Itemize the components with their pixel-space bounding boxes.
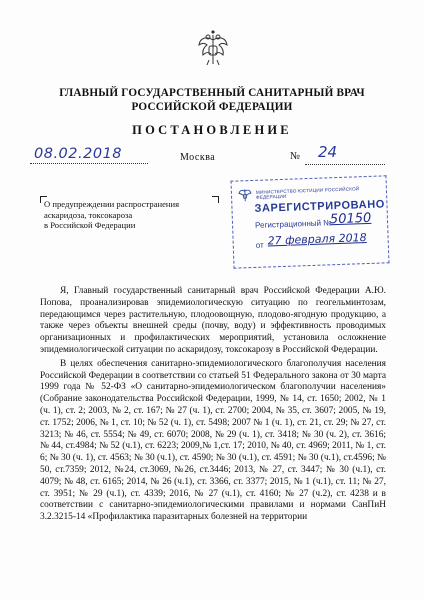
stamp-title: ЗАРЕГИСТРИРОВАНО [254, 198, 386, 215]
subject-line-2: аскаридоза, токсокароза [44, 209, 133, 220]
authority-line-1: ГЛАВНЫЙ ГОСУДАРСТВЕННЫЙ САНИТАРНЫЙ ВРАЧ [59, 87, 365, 99]
document-body [40, 286, 386, 524]
authority-line-2: РОССИЙСКОЙ ФЕДЕРАЦИИ [131, 101, 293, 113]
document-number: 24 [318, 143, 338, 161]
registration-stamp [231, 175, 390, 268]
number-sign: № [290, 151, 301, 162]
stamp-ministry: МИНИСТЕРСТВО ЮСТИЦИИ РОССИЙСКОЙ ФЕДЕРАЦИИ [255, 186, 360, 200]
subject-line-1: О предупреждении распространения [44, 199, 180, 209]
date-underline [30, 163, 148, 164]
document-type-heading: ПОСТАНОВЛЕНИЕ [132, 123, 292, 137]
stamp-number-label: Регистрационный № [254, 218, 332, 230]
stamp-registration-number: 50150 [329, 210, 372, 228]
subject-line-3: в Российской Федерации [44, 220, 136, 231]
small-coat-of-arms-icon [238, 187, 253, 202]
issuing-authority [40, 86, 384, 114]
document-date-field [30, 146, 150, 164]
stamp-from-label: от [255, 240, 264, 250]
stamp-registration-date: 27 февраля 2018 [267, 231, 367, 248]
document-city: Москва [180, 152, 216, 163]
document-date: 08.02.2018 [34, 146, 123, 162]
coat-of-arms-icon [196, 30, 230, 68]
body-paragraph-2: В целях обеспечения санитарно-эпидемиологического благополучия населения Российской Федерации в соответствии со статьей 51 Федерального закона от 30 марта 1999 года № 52-ФЗ «О санитарно-эпидемиологическом благополучии населения» (Собрание законодательства Российской Федерации, 1999, № 14, ст. 1650; 2002, № 1 (ч. 1), ст. 2; 2003, № 2, ст. 167; № 27 (ч. 1), ст. 2700; 2004, № 35, ст. 3607; 2005, № 19, ст. 1752; 2006, № 1, ст. 10; № 52 (ч. 1), ст. 5498; 2007 № 1 (ч. 1), ст. 21, ст. 29; № 27, ст. 3213; № 46, ст. 5554; № 49, ст. 6070; 2008, № 29 (ч. 1), ст. 3418; № 30 (ч. 2), ст. 3616; № 44, ст.4984; № 52 (ч.1), ст. 6223; 2009,№ 1,ст. 17; 2010, № 40, ст. 4969; 2011, № 1, ст. 6; № 30 (ч. 1), ст. 4563; № 30 (ч.1), ст. 4590; № 30 (ч.1), ст. 4591; № 30 (ч.1), ст.4596; № 50, ст.7359; 2012, №24, ст.3069, №26, ст.3446; 2013, № 27, ст. 3447; № 30 (ч.1), ст. 4079; № 48, ст. 6165; 2014, № 26 (ч.1), ст. 3366, ст. 3377; 2015, № 1 (ч.1), ст. 11; № 27, ст. 3951; № 29 (ч.1), ст. 4339; 2016, № 27 (ч.1), ст. 4160; № 27 (ч.2), ст. 4238 и в соответствии с санитарно-эпидемиологическими правилами и нормами СанПиН 3.2.3215-14 «Профилактика паразитарных болезней на территории [40, 358, 386, 523]
body-paragraph-1: Я, Главный государственный санитарный врач Российской Федерации А.Ю. Попова, проанализировав эпидемиологическую ситуацию по геогельминтозам, передающимся через растительную, плодоовощную, плодово-ягодную продукцию, а также через объекты внешней среды (почву, воду) и эффективность проводимых организационных и профилактических мероприятий, установила осложнение эпидемиологической ситуации по аскаридозу, токсокарозу в Российской Федерации. [40, 286, 386, 355]
number-underline [305, 164, 385, 165]
document-subject [44, 199, 224, 231]
